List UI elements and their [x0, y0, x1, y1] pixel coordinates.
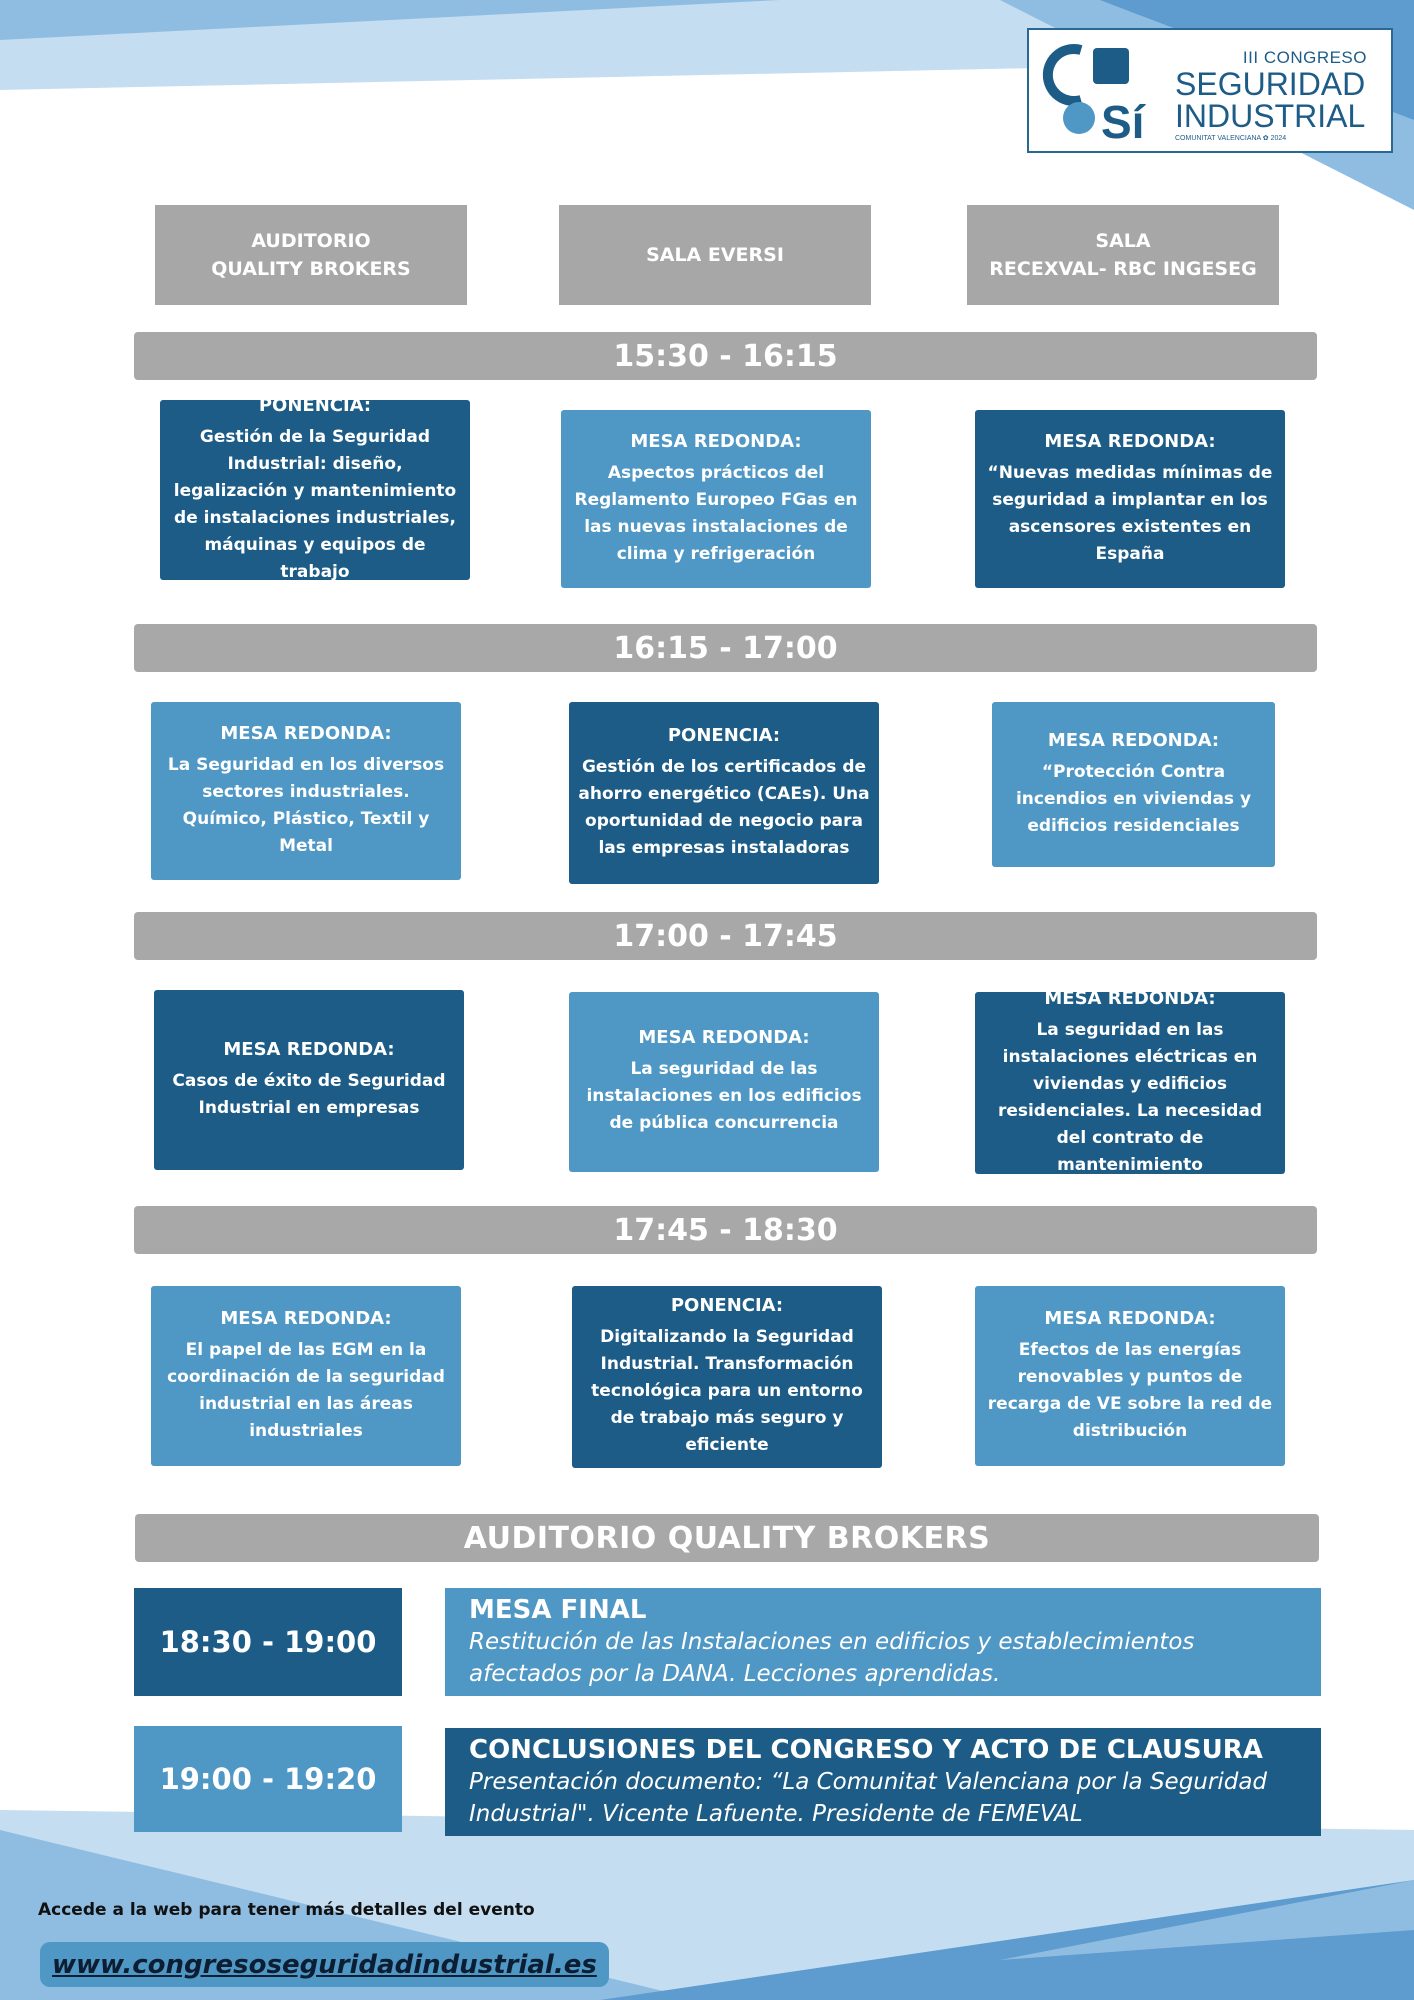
logo-line-2: SEGURIDAD: [1175, 66, 1366, 102]
session-type: PONENCIA:: [670, 1295, 784, 1316]
session-title: Casos de éxito de Seguridad Industrial en empresas: [172, 1070, 446, 1118]
session-title: “Protección Contra incendios en viviendas y edificios residenciales: [1015, 761, 1252, 836]
session-title: “Nuevas medidas mínimas de seguridad a implantar en los ascensores existentes en España: [987, 462, 1273, 564]
logo-line-3: INDUSTRIAL: [1175, 98, 1366, 134]
room-header-eversi: SALA EVERSI: [559, 205, 871, 305]
website-link[interactable]: www.congresoseguridadindustrial.es: [40, 1942, 609, 1987]
logo-line-1: III CONGRESO: [1242, 48, 1367, 67]
session-type: MESA REDONDA:: [223, 1038, 395, 1060]
final-session-title: CONCLUSIONES DEL CONGRESO Y ACTO DE CLAUSURA: [469, 1735, 1263, 1765]
final-time-slot: 19:00 - 19:20: [134, 1726, 402, 1832]
session-type: MESA REDONDA:: [1044, 1307, 1216, 1329]
session-type: MESA REDONDA:: [220, 722, 392, 744]
session-type: MESA REDONDA:: [630, 430, 802, 452]
session-card: [569, 702, 879, 884]
session-title: Gestión de los certificados de ahorro energético (CAEs). Una oportunidad de negocio para las empresas instaladoras: [578, 756, 870, 858]
room-header-auditorio: AUDITORIO QUALITY BROKERS: [155, 205, 467, 305]
final-session-description: Restitución de las Instalaciones en edificios y establecimientos afectados por la DANA. Lecciones aprendidas.: [469, 1629, 1195, 1687]
session-card: [151, 702, 461, 880]
session-type: MESA REDONDA:: [1044, 430, 1216, 452]
session-card: [975, 987, 1285, 1175]
time-slot-bar: 17:45 - 18:30: [134, 1206, 1317, 1254]
congress-logo: [1027, 28, 1393, 153]
final-section-header: AUDITORIO QUALITY BROKERS: [135, 1514, 1319, 1562]
session-title: Digitalizando la Seguridad Industrial. Transformación tecnológica para un entorno de trabajo más seguro y eficiente: [591, 1327, 863, 1455]
session-title: Gestión de la Seguridad Industrial: diseño, legalización y mantenimiento de instalaciones industriales, máquinas y equipos de trabajo: [173, 426, 457, 582]
session-type: MESA REDONDA:: [1044, 987, 1216, 1009]
session-title: La seguridad en las instalaciones eléctricas en viviendas y edificios residenciales. La necesidad del contrato de mantenimiento: [997, 1019, 1263, 1175]
time-slot-bar: 17:00 - 17:45: [134, 912, 1317, 960]
session-title: El papel de las EGM en la coordinación de la seguridad industrial en las áreas industriales: [167, 1339, 445, 1441]
final-session-description: Presentación documento: “La Comunitat Valenciana por la Seguridad Industrial". Vicente Lafuente. Presidente de FEMEVAL: [469, 1769, 1268, 1827]
time-slot-bar: 15:30 - 16:15: [134, 332, 1317, 380]
session-card: [151, 1286, 461, 1466]
room-header-recexval: SALA RECEXVAL- RBC INGESEG: [967, 205, 1279, 305]
footer-note: Accede a la web para tener más detalles del evento: [38, 1900, 535, 1920]
csi-logo-icon: [1041, 38, 1161, 148]
session-type: MESA REDONDA:: [1047, 729, 1220, 751]
session-card: [160, 394, 470, 582]
session-type: PONENCIA:: [667, 724, 781, 746]
session-title: Efectos de las energías renovables y puntos de recarga de VE sobre la red de distribución: [987, 1339, 1273, 1441]
svg-text:Sí: Sí: [1101, 96, 1145, 148]
final-session-box: [445, 1728, 1321, 1836]
time-slot-bar: 16:15 - 17:00: [134, 624, 1317, 672]
session-type: PONENCIA:: [258, 394, 372, 416]
final-session-box: [445, 1588, 1321, 1696]
logo-wordmark: [1175, 48, 1385, 142]
session-card: [569, 992, 879, 1172]
session-title: La seguridad de las instalaciones en los edificios de pública concurrencia: [586, 1059, 862, 1133]
session-card: [975, 410, 1285, 588]
final-session-title: MESA FINAL: [469, 1595, 647, 1625]
session-card: [992, 702, 1275, 867]
session-card: [975, 1286, 1285, 1466]
session-type: MESA REDONDA:: [638, 1027, 810, 1048]
session-card: [561, 410, 871, 588]
session-card: [154, 990, 464, 1170]
final-time-slot: 18:30 - 19:00: [134, 1588, 402, 1696]
session-card: [572, 1286, 882, 1468]
session-type: MESA REDONDA:: [220, 1307, 392, 1329]
session-title: La Seguridad en los diversos sectores industriales. Químico, Plástico, Textil y Metal: [167, 754, 445, 856]
logo-line-4: COMUNITAT VALENCIANA ✿ 2024: [1175, 135, 1287, 142]
session-title: Aspectos prácticos del Reglamento Europeo FGas en las nuevas instalaciones de clima y refrigeración: [574, 462, 858, 564]
